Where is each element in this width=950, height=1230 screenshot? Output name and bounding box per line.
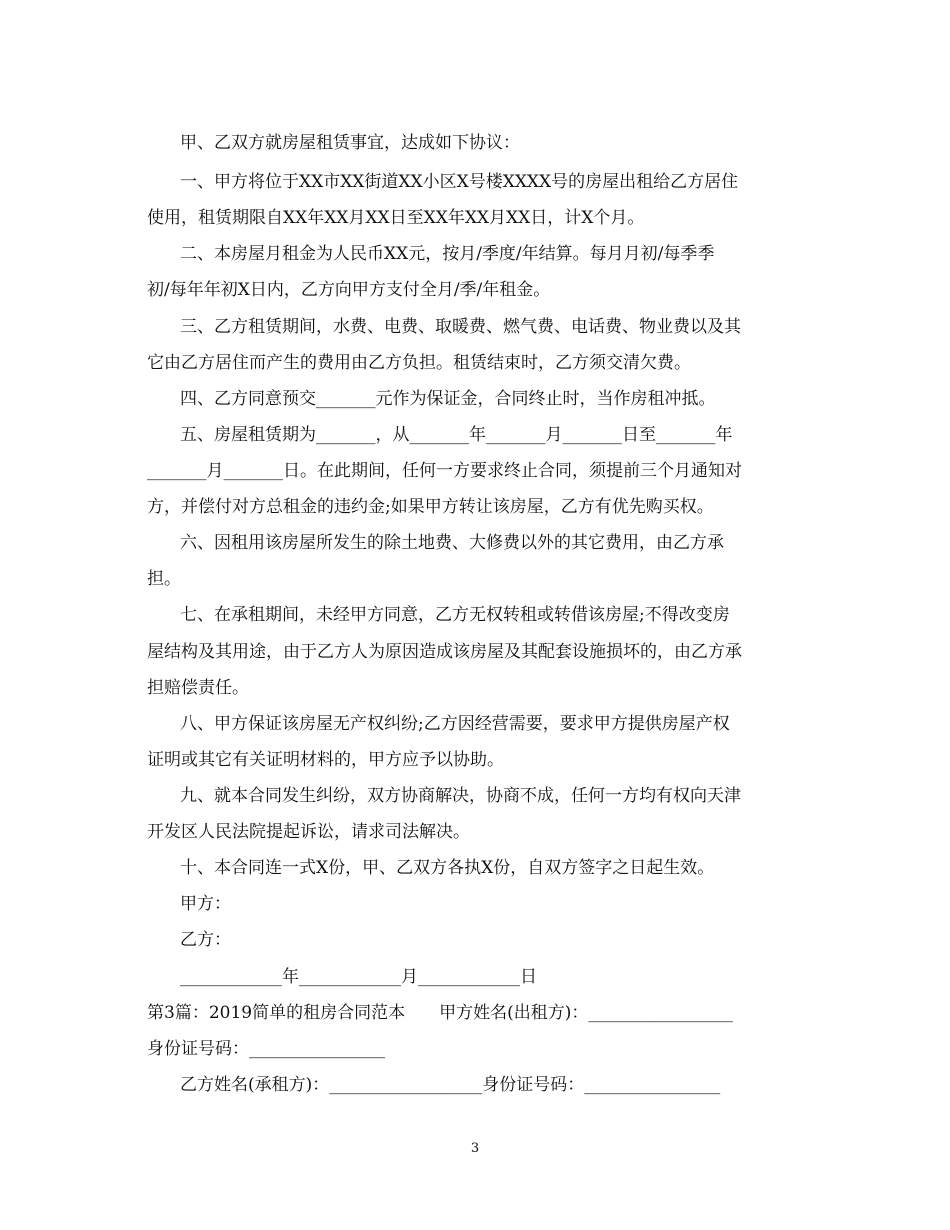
intro-line: 甲、乙双方就房屋租赁事宜，达成如下协议： — [180, 133, 520, 153]
section-3-id-line: 身份证号码：________________ — [147, 1039, 385, 1059]
clause-6-line-1: 六、因租用该房屋所发生的除土地费、大修费以外的其它费用，由乙方承 — [180, 533, 724, 553]
clause-10-line-1: 十、本合同连一式X份，甲、乙双方各执X份，自双方签字之日起生效。 — [180, 858, 715, 878]
party-a-signature: 甲方： — [180, 894, 231, 914]
clause-9-line-2: 开发区人民法院提起诉讼，请求司法解决。 — [147, 822, 470, 842]
signature-date: ____________年____________月____________日 — [180, 967, 537, 987]
clause-5-line-2: _______月_______日。在此期间，任何一方要求终止合同，须提前三个月通知对 — [147, 461, 742, 481]
clause-5-line-3: 方，并偿付对方总租金的违约金;如果甲方转让该房屋，乙方有优先购买权。 — [147, 497, 714, 517]
clause-1-line-2: 使用，租赁期限自XX年XX月XX日至XX年XX月XX日，计X个月。 — [147, 208, 645, 228]
clause-2-line-1: 二、本房屋月租金为人民币XX元，按月/季度/年结算。每月月初/每季季 — [180, 244, 715, 264]
clause-7-line-2: 屋结构及其用途，由于乙方人为原因造成该房屋及其配套设施损坏的，由乙方承 — [147, 642, 742, 662]
clause-8-line-1: 八、甲方保证该房屋无产权纠纷;乙方因经营需要，要求甲方提供房屋产权 — [180, 714, 730, 734]
party-b-signature: 乙方： — [180, 930, 231, 950]
clause-8-line-2: 证明或其它有关证明材料的，甲方应予以协助。 — [147, 750, 504, 770]
clause-3-line-1: 三、乙方租赁期间，水费、电费、取暖费、燃气费、电话费、物业费以及其 — [180, 317, 741, 337]
page-number: 3 — [470, 1141, 480, 1156]
clause-5-line-1: 五、房屋租赁期为_______，从_______年_______月_______日至_______年 — [180, 425, 733, 445]
section-3-party-b-line: 乙方姓名(承租方)：__________________身份证号码：________________ — [180, 1075, 721, 1095]
clause-7-line-3: 担赔偿责任。 — [147, 678, 249, 698]
clause-4-line-1: 四、乙方同意预交_______元作为保证金，合同终止时，当作房租冲抵。 — [180, 389, 716, 409]
clause-7-line-1: 七、在承租期间，未经甲方同意，乙方无权转租或转借该房屋;不得改变房 — [180, 605, 730, 625]
section-3-header: 第3篇：2019简单的租房合同范本 甲方姓名(出租方)：_________________ — [147, 1003, 733, 1023]
clause-9-line-1: 九、就本合同发生纠纷，双方协商解决，协商不成，任何一方均有权向天津 — [180, 786, 741, 806]
clause-6-line-2: 担。 — [147, 569, 181, 589]
clause-3-line-2: 它由乙方居住而产生的费用由乙方负担。租赁结束时，乙方须交清欠费。 — [147, 353, 691, 373]
clause-2-line-2: 初/每年年初X日内，乙方向甲方支付全月/季/年租金。 — [147, 280, 551, 300]
clause-1-line-1: 一、甲方将位于XX市XX街道XX小区X号楼XXXX号的房屋出租给乙方居住 — [180, 172, 739, 192]
